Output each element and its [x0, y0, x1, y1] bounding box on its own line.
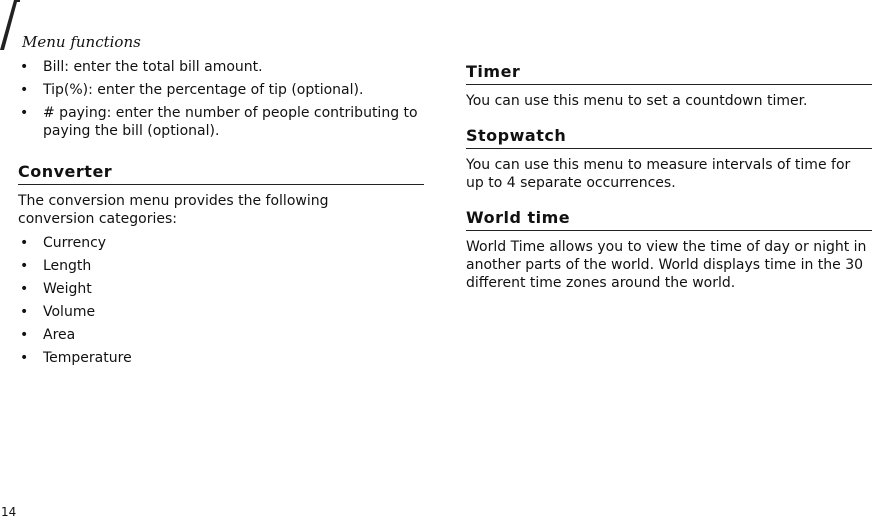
page-number: 14: [1, 505, 17, 519]
right-column: [466, 62, 872, 306]
category-weight: Weight: [43, 281, 92, 297]
stopwatch-description: You can use this menu to measure intervals of time for up to 4 separate occurrences.: [466, 157, 851, 191]
left-column: [18, 58, 424, 372]
bullet-icon: •: [20, 82, 29, 98]
intro-bullet-list: [18, 58, 424, 140]
bullet-icon: •: [20, 59, 29, 75]
list-item: [18, 326, 424, 344]
stopwatch-heading: Stopwatch: [466, 126, 872, 149]
header-accent-bar: [0, 0, 20, 50]
list-item-text: Bill: enter the total bill amount.: [43, 59, 263, 75]
converter-heading: Converter: [18, 162, 424, 185]
list-item: [18, 280, 424, 298]
list-item: [18, 349, 424, 367]
category-area: Area: [43, 327, 76, 343]
category-volume: Volume: [43, 304, 96, 320]
timer-heading: Timer: [466, 62, 872, 85]
converter-category-list: [18, 234, 424, 367]
list-item: [18, 234, 424, 252]
page-header-title: Menu functions: [22, 33, 141, 51]
world-time-description: World Time allows you to view the time of day or night in another parts of the world. World displays time in the 30 different time zones around the world.: [466, 239, 867, 291]
list-item: [18, 303, 424, 321]
list-item: [18, 104, 424, 140]
bullet-icon: •: [20, 258, 29, 274]
list-item: [18, 81, 424, 99]
world-time-heading: World time: [466, 208, 872, 231]
category-currency: Currency: [43, 235, 107, 251]
bullet-icon: •: [20, 304, 29, 320]
category-temperature: Temperature: [43, 350, 132, 366]
bullet-icon: •: [20, 105, 29, 121]
bullet-icon: •: [20, 281, 29, 297]
list-item-text: Tip(%): enter the percentage of tip (optional).: [43, 82, 364, 98]
timer-description: You can use this menu to set a countdown timer.: [466, 93, 808, 109]
bullet-icon: •: [20, 350, 29, 366]
converter-description: The conversion menu provides the following conversion categories:: [18, 193, 329, 227]
list-item: [18, 257, 424, 275]
bullet-icon: •: [20, 235, 29, 251]
list-item-text: # paying: enter the number of people contributing to paying the bill (optional).: [43, 105, 418, 139]
category-length: Length: [43, 258, 92, 274]
bullet-icon: •: [20, 327, 29, 343]
list-item: [18, 58, 424, 76]
